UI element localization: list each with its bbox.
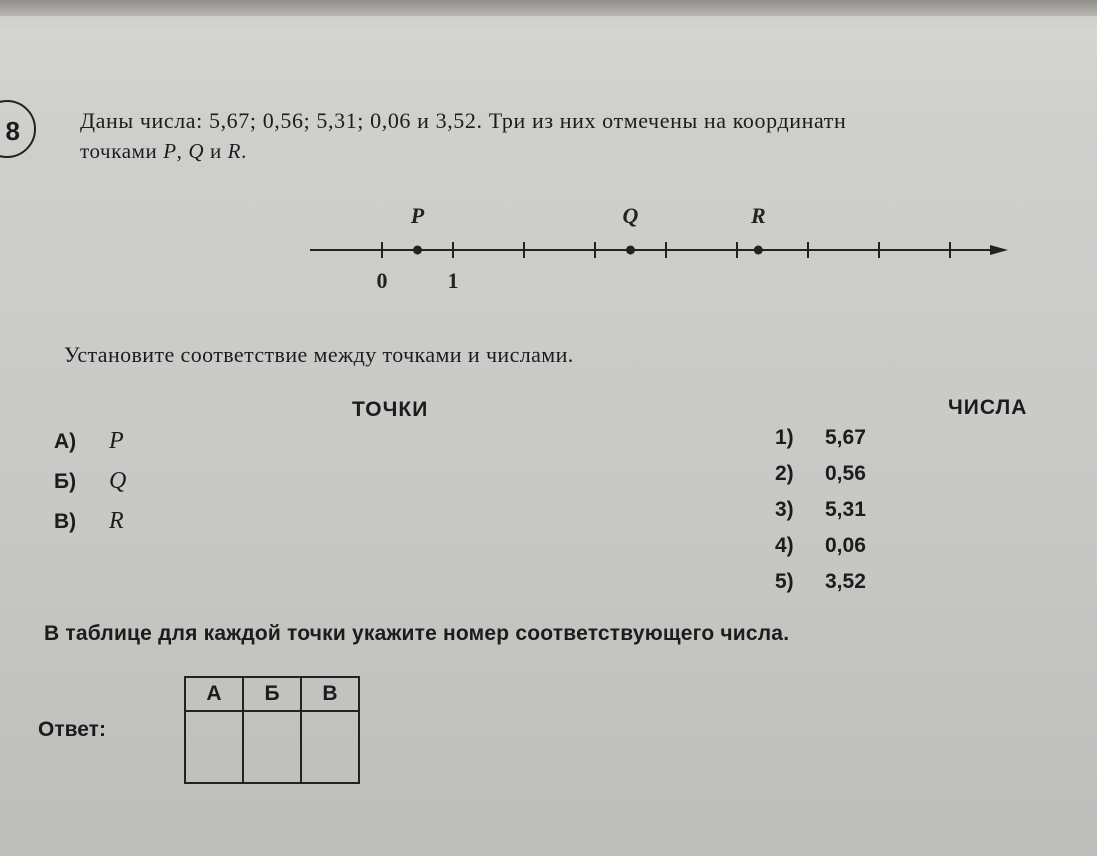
point-dot [754,246,763,255]
option-label: В) [54,510,77,533]
answer-header-v: В [301,677,359,711]
list-item [775,462,866,498]
answer-header-b: Б [243,677,301,711]
number-value: 0,56 [825,462,866,485]
list-item [54,428,126,468]
points-column-header: ТОЧКИ [352,398,429,421]
number-index: 5) [775,570,794,593]
answer-header-a: А [185,677,243,711]
number-line [300,195,1020,305]
intro-point-q: Q [188,139,205,163]
intro-and: и [204,139,228,163]
number-value: 0,06 [825,534,866,557]
point-name: P [109,428,124,454]
number-value: 5,67 [825,426,866,449]
number-index: 3) [775,498,794,521]
list-item [775,498,866,534]
list-item [54,468,126,508]
number-index: 4) [775,534,794,557]
intro-prefix: точками [80,139,164,163]
number-value: 5,31 [825,498,866,521]
number-value: 3,52 [825,570,866,593]
answer-cell-a[interactable] [185,711,243,783]
task-number-badge [0,100,36,158]
answer-label: Ответ: [38,718,106,741]
numbers-list [775,426,866,606]
table-instruction: В таблице для каждой точки укажите номер соответствующего числа. [44,622,790,645]
points-list [54,428,126,548]
point-name: R [109,508,124,534]
point-label: R [750,203,766,228]
intro-line-2 [80,136,1097,166]
axis-arrow-icon [990,245,1008,255]
list-item [775,570,866,606]
answer-table [184,676,360,784]
option-label: Б) [54,470,77,493]
tick-label: 0 [376,268,388,293]
point-name: Q [109,468,127,494]
page-top-edge [0,0,1097,16]
task-intro [80,106,1097,166]
intro-point-r: R [227,139,242,163]
point-label: Q [622,203,639,228]
list-item [775,426,866,462]
point-dot [413,246,422,255]
intro-end: . [241,139,247,163]
answer-cell-v[interactable] [301,711,359,783]
point-dot [626,246,635,255]
point-label: P [410,203,425,228]
tick-label: 1 [447,268,459,293]
intro-separator: , [176,139,189,163]
answer-cell-b[interactable] [243,711,301,783]
intro-point-p: P [163,139,177,163]
list-item [775,534,866,570]
list-item [54,508,126,548]
numbers-column-header: ЧИСЛА [948,396,1028,419]
instruction-text: Установите соответствие между точками и числами. [64,342,574,367]
intro-line-1: Даны числа: 5,67; 0,56; 5,31; 0,06 и 3,52. Три из них отмечены на координатн [80,108,847,133]
number-index: 1) [775,426,794,449]
task-number: 8 [5,116,20,146]
option-label: А) [54,430,77,453]
number-index: 2) [775,462,794,485]
